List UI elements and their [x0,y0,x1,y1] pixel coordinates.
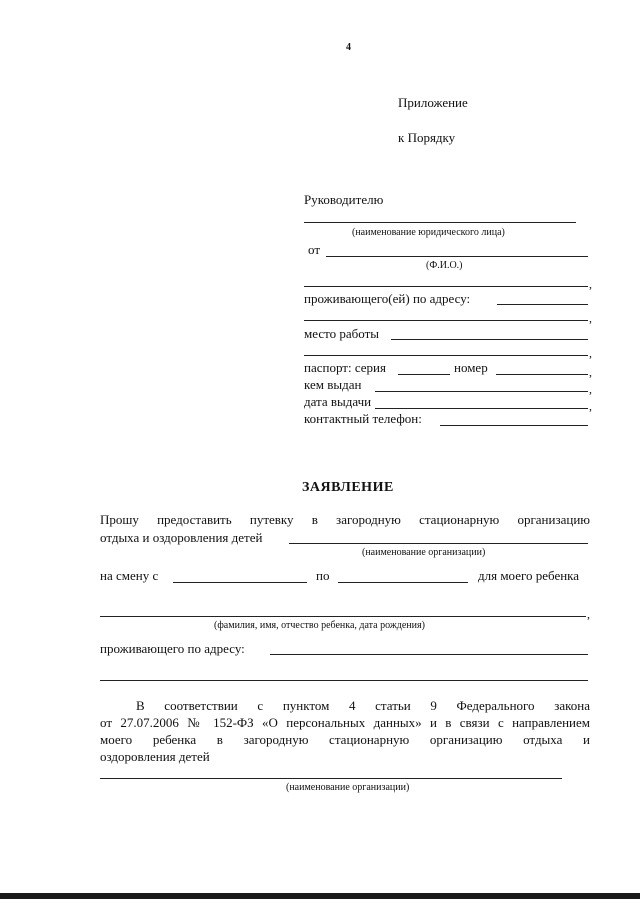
issued-by-field[interactable] [375,391,588,392]
issue-date-field[interactable] [375,408,588,409]
phone-field[interactable] [440,425,588,426]
passport-series-field[interactable] [398,374,450,375]
comma-4: , [589,365,592,379]
organization-field-2[interactable] [100,778,562,779]
comma-5: , [589,382,592,396]
appendix-title: Приложение [398,95,468,110]
issued-by-label: кем выдан [304,377,362,392]
child-address-field-line2[interactable] [100,680,588,681]
passport-number-field[interactable] [496,374,588,375]
comma-6: , [589,399,592,413]
request-line-1: Прошу предоставить путевку в загородную стационарную организацию [100,512,590,527]
residing-label: проживающего(ей) по адресу: [304,291,471,306]
child-info-caption: (фамилия, имя, отчество ребенка, дата рождения) [214,620,425,631]
organization-field[interactable] [289,543,588,544]
request-line-2: отдыха и оздоровления детей [100,530,263,545]
scan-bottom-edge [0,893,640,899]
issue-date-label: дата выдачи [304,394,372,409]
comma-2: , [589,311,592,325]
shift-to-label: по [316,568,330,583]
shift-from-field[interactable] [173,582,307,583]
passport-series-label: паспорт: серия [304,360,386,375]
legal-entity-field[interactable] [304,222,576,223]
comma-7: , [587,607,590,621]
organization-caption: (наименование организации) [362,547,486,558]
from-label: от [308,242,321,257]
child-address-field[interactable] [270,654,588,655]
shift-to-field[interactable] [338,582,468,583]
fio-field[interactable] [326,256,588,257]
child-info-field[interactable] [100,616,586,617]
workplace-label: место работы [304,326,379,341]
comma-1: , [589,277,592,291]
consent-line-2: от 27.07.2006 № 152-ФЗ «О персональных данных» и в связи с направлением [100,715,590,730]
passport-number-label: номер [454,360,488,375]
consent-line-3: моего ребенка в загородную стационарную организацию отдыха и [100,732,590,747]
fio-field-line2[interactable] [304,286,588,287]
fio-caption: (Ф.И.О.) [426,260,463,271]
organization-caption-2: (наименование организации) [286,782,410,793]
shift-from-label: на смену с [100,568,159,583]
addressee-label: Руководителю [304,192,384,207]
page-number: 4 [346,42,351,53]
residing-address-field-line2[interactable] [304,320,588,321]
consent-line-1: В соответствии с пунктом 4 статьи 9 Федерального закона [136,698,590,713]
workplace-field[interactable] [391,339,588,340]
consent-line-4: оздоровления детей [100,749,210,764]
phone-label: контактный телефон: [304,411,422,426]
legal-entity-caption: (наименование юридического лица) [352,227,505,238]
comma-3: , [589,346,592,360]
workplace-field-line2[interactable] [304,355,588,356]
document-title: ЗАЯВЛЕНИЕ [302,480,394,495]
appendix-subtitle: к Порядку [398,130,456,145]
residing-address-field[interactable] [497,304,588,305]
for-child-label: для моего ребенка [478,568,580,583]
child-address-label: проживающего по адресу: [100,641,245,656]
